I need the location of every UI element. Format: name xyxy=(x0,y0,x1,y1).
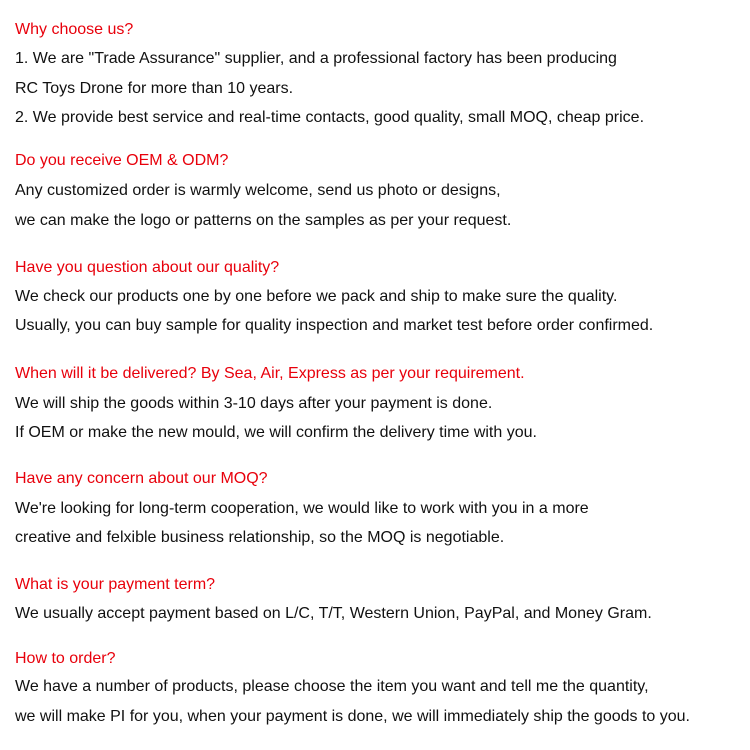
answer-line: Any customized order is warmly welcome, send us photo or designs, xyxy=(15,182,501,199)
answer-line: Usually, you can buy sample for quality inspection and market test before order confirmed. xyxy=(15,317,654,334)
question-payment-term: What is your payment term? xyxy=(15,576,216,593)
question-how-to-order: How to order? xyxy=(15,650,116,667)
question-oem-odm: Do you receive OEM & ODM? xyxy=(15,152,229,169)
question-quality: Have you question about our quality? xyxy=(15,259,280,276)
answer-line: We have a number of products, please choose the item you want and tell me the quantity, xyxy=(15,678,649,695)
answer-line: We usually accept payment based on L/C, T/T, Western Union, PayPal, and Money Gram. xyxy=(15,605,652,622)
answer-line: If OEM or make the new mould, we will confirm the delivery time with you. xyxy=(15,424,537,441)
answer-line: 2. We provide best service and real-time contacts, good quality, small MOQ, cheap price. xyxy=(15,109,645,126)
answer-line: we can make the logo or patterns on the samples as per your request. xyxy=(15,212,512,229)
answer-line: We will ship the goods within 3-10 days after your payment is done. xyxy=(15,395,493,412)
question-moq: Have any concern about our MOQ? xyxy=(15,470,268,487)
question-delivery: When will it be delivered? By Sea, Air, Express as per your requirement. xyxy=(15,365,525,382)
answer-line: We're looking for long-term cooperation, we would like to work with you in a more xyxy=(15,500,589,517)
answer-line: 1. We are "Trade Assurance" supplier, and a professional factory has been producing xyxy=(15,50,617,67)
question-why-choose-us: Why choose us? xyxy=(15,21,134,38)
answer-line: we will make PI for you, when your payment is done, we will immediately ship the goods to you. xyxy=(15,708,690,725)
answer-line: We check our products one by one before we pack and ship to make sure the quality. xyxy=(15,288,618,305)
answer-line: RC Toys Drone for more than 10 years. xyxy=(15,80,294,97)
answer-line: creative and felxible business relationship, so the MOQ is negotiable. xyxy=(15,529,505,546)
